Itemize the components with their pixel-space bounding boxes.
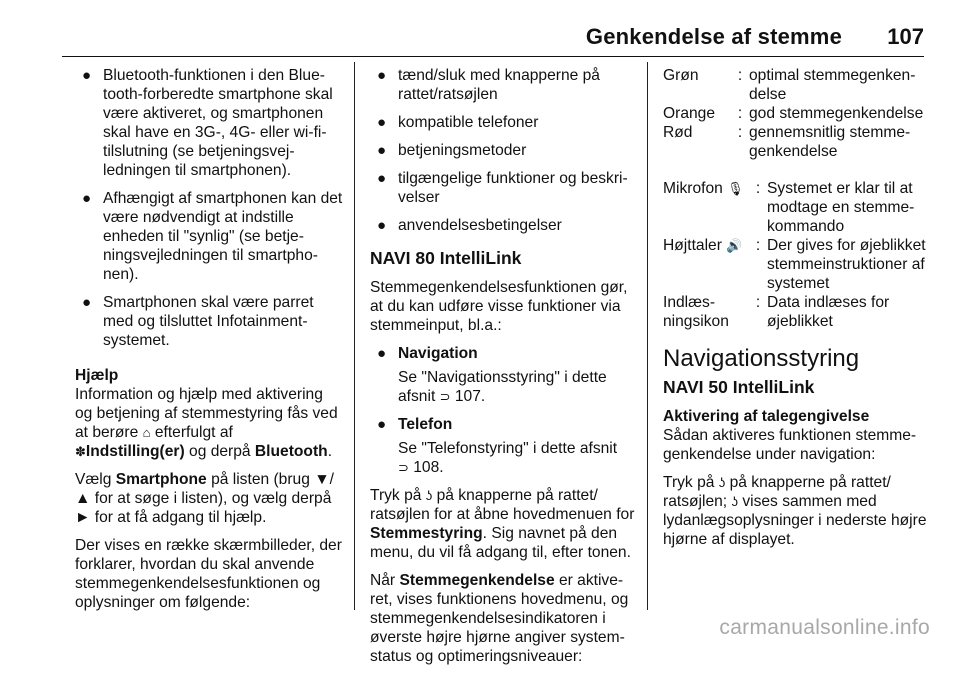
bullet-icon: ●	[82, 294, 92, 311]
list-item	[75, 189, 343, 284]
table-value: gennemsnitlig stemmegenkendelse	[749, 124, 911, 160]
column-divider-right	[647, 62, 648, 610]
table-row	[663, 104, 931, 123]
body-text: er aktiveret, vises funktionens hovedmenu, og stemmegenkendelsesindikatoren i øverste højre hjørne angiver systemstatus og optimeringsniveauer:	[370, 572, 629, 665]
bullet-icon: ●	[377, 67, 387, 84]
header-rule	[62, 56, 924, 57]
list-item-text: tilgængelige funktioner og beskrivelser	[398, 170, 628, 206]
help-text: efterfulgt af	[154, 424, 233, 441]
bullet-icon: ●	[82, 190, 92, 207]
microphone-icon: 🎙	[727, 181, 744, 196]
body-text: Tryk på	[370, 487, 422, 504]
gear-icon: ✽	[75, 444, 86, 459]
home-icon: ⌂	[142, 425, 151, 440]
table-value: Data indlæses for øjeblikket	[767, 294, 890, 330]
table-row	[663, 66, 931, 104]
status-color-table	[663, 66, 931, 161]
table-key	[663, 179, 749, 236]
aktivering-heading: Aktivering af talegengivelse	[663, 408, 870, 425]
list-item	[370, 113, 635, 132]
help-paragraph-2	[75, 470, 343, 527]
table-value: god stemmegenkendelse	[749, 105, 924, 122]
bluetooth-label: Bluetooth	[254, 443, 328, 460]
page-ref-icon: ⊃	[398, 460, 409, 475]
page-header	[0, 0, 960, 58]
telefon-item-title: Telefon	[398, 416, 453, 433]
table-key: Orange	[663, 105, 716, 122]
bullet-icon: ●	[377, 114, 387, 131]
naar-paragraph	[370, 571, 635, 666]
help-text: Vælg	[75, 471, 112, 488]
list-item	[370, 66, 635, 104]
status-icon-table	[663, 179, 931, 331]
speaker-icon: 🔊	[726, 238, 743, 253]
voice-control-icon: ʖ	[731, 494, 738, 509]
help-text: på listen (brug ▼/▲ for at søge i listen), og vælg derpå ► for at få adgang til hjælp.	[75, 471, 334, 526]
page-number: 107	[887, 24, 924, 49]
table-row	[663, 123, 931, 161]
bullet-icon: ●	[377, 345, 387, 362]
bullet-icon: ●	[82, 67, 92, 84]
voice-control-icon: ʖ	[718, 475, 726, 490]
voice-control-icon: ʖ	[425, 488, 433, 503]
help-heading: Hjælp	[75, 367, 119, 384]
page-ref[interactable]: 108.	[413, 459, 444, 476]
body-text: på knapperne på rattet/ ratsøjlen;	[663, 474, 891, 510]
list-item-text: Smartphonen skal være parret med og tilsluttet Infotainmentsystemet.	[103, 294, 314, 349]
watermark: carmanualsonline.info	[719, 616, 930, 639]
help-paragraph-3: Der vises en række skærmbilleder, der forklarer, hvordan du skal anvende stemmegenkendelsesfunktionen og oplysninger om følgende:	[75, 537, 342, 611]
aktivering-paragraph-2	[663, 473, 931, 549]
bullet-icon: ●	[377, 416, 387, 433]
navigationsstyring-heading: Navigationsstyring	[663, 345, 860, 372]
navi80-heading: NAVI 80 IntelliLink	[370, 248, 522, 268]
bullet-icon: ●	[377, 142, 387, 159]
list-item	[370, 169, 635, 207]
column-2	[370, 66, 635, 675]
table-colon: :	[737, 105, 743, 122]
table-value: Systemet er klar til at modtage en stemmekommando	[767, 180, 915, 235]
help-paragraph-1	[75, 385, 343, 461]
navigation-item-body	[370, 368, 635, 406]
body-text: Når	[370, 572, 396, 589]
body-text: på knapperne på rattet/ ratsøjlen for at åbne hovedmenuen for	[370, 487, 635, 523]
table-key: Grøn	[663, 67, 699, 84]
bullet-icon: ●	[377, 170, 387, 187]
settings-label: Indstilling(er)	[85, 443, 185, 460]
page-title: Genkendelse af stemme	[585, 24, 842, 49]
navi80-intro: Stemmegenkendelsesfunktionen gør, at du kan udføre visse funktioner via stemmeinput, bl.a.:	[370, 279, 628, 334]
page-ref[interactable]: 107.	[454, 388, 486, 405]
list-item-text: Bluetooth-funktionen i den Bluetooth-forberedte smartphone skal være aktiveret, og smartphonen skal have en 3G-, 4G- eller wi-fi-tilslutning (se betjeningsvejledningen til smartphonen).	[103, 67, 333, 179]
list-item-text: anvendelsesbetingelser	[398, 217, 562, 234]
list-item-text: betjeningsmetoder	[398, 142, 527, 159]
column-divider-left	[354, 62, 355, 610]
list-item-text: kompatible telefoner	[398, 114, 539, 131]
body-text: vises sammen med lydanlægsoplysninger i nederste højre hjørne af displayet.	[663, 493, 927, 548]
table-colon: :	[755, 237, 761, 254]
stemmegenkendelse-label: Stemmegenkendelse	[399, 572, 555, 589]
table-key: Rød	[663, 124, 693, 141]
body-text: Tryk på	[663, 474, 715, 491]
list-item	[370, 216, 635, 235]
table-key-label: Højttaler	[663, 237, 722, 254]
column-1	[75, 66, 343, 621]
table-value: optimal stemmegenkendelse	[749, 67, 916, 103]
table-key-label: Mikrofon	[663, 180, 723, 197]
list-item	[75, 66, 343, 180]
help-text: .	[327, 443, 333, 460]
aktivering-paragraph-1: Sådan aktiveres funktionen stemmegenkendelse under navigation:	[663, 427, 917, 463]
help-text: og derpå	[189, 443, 251, 460]
smartphone-label: Smartphone	[115, 471, 207, 488]
navigation-item-text: Se "Navigationsstyring" i dette afsnit	[398, 369, 607, 405]
table-key	[663, 236, 749, 293]
table-row	[663, 293, 931, 331]
stemmestyring-label: Stemmestyring	[370, 525, 483, 542]
table-row	[663, 179, 931, 236]
table-row	[663, 236, 931, 293]
table-value: Der gives for øjeblikket stemmeinstruktioner af systemet	[767, 237, 926, 292]
list-item-text: Afhængigt af smartphonen kan det være nødvendigt at indstille enheden til "synlig" (se betjeningsvejledningen til smartphonen).	[103, 190, 343, 283]
table-colon: :	[755, 180, 761, 197]
list-item	[370, 141, 635, 160]
navi50-heading: NAVI 50 IntelliLink	[663, 377, 815, 397]
help-text: Information og hjælp med aktivering og betjening af stemmestyring fås ved at berøre	[75, 386, 338, 441]
table-colon: :	[737, 124, 743, 141]
list-item	[75, 293, 343, 350]
column-3	[663, 66, 931, 558]
table-colon: :	[737, 67, 743, 84]
list-item-text: tænd/sluk med knapperne på rattet/ratsøjlen	[398, 67, 600, 103]
list-item-telefon	[370, 415, 635, 434]
table-key: Indlæsningsikon	[663, 294, 729, 330]
navigation-item-title: Navigation	[398, 345, 478, 362]
body-text: . Sig navnet på den menu, du vil få adgang til, efter tonen.	[370, 525, 631, 561]
tryk-paragraph	[370, 486, 635, 562]
page-ref-icon: ⊃	[439, 389, 451, 404]
table-colon: :	[755, 294, 761, 311]
list-item-navigation	[370, 344, 635, 363]
bullet-icon: ●	[377, 217, 387, 234]
telefon-item-text: Se "Telefonstyring" i dette afsnit	[398, 440, 618, 457]
telefon-item-body	[370, 439, 635, 477]
